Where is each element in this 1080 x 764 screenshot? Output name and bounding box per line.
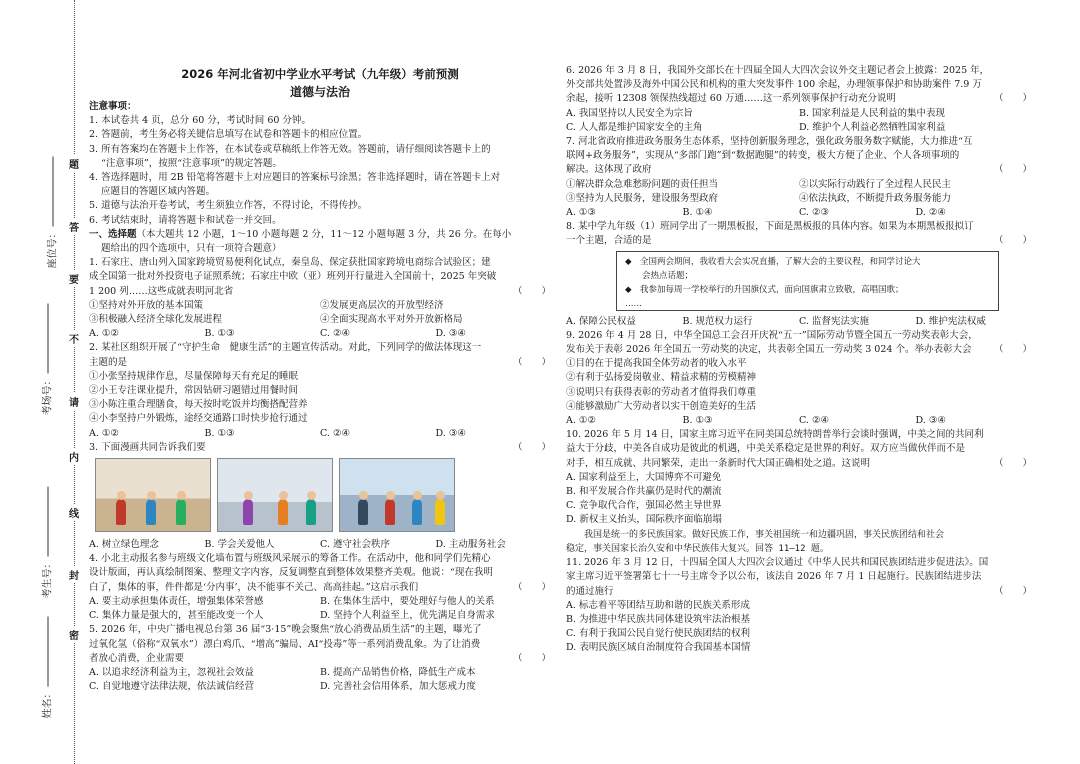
- line-text: 者放心消费，企业需要: [89, 652, 185, 664]
- line-text: 11. 2026 年 3 月 12 日，十四届全国人大四次会议通过《中华人民共和国民族团结进步促进法》。国: [566, 557, 989, 569]
- option-row: [89, 680, 551, 694]
- binding-warning-char: 要: [66, 270, 82, 287]
- option-row: [566, 206, 1032, 220]
- option-row: [566, 107, 1032, 121]
- text-line: [89, 398, 551, 412]
- line-text: C. 竞争取代合作，强国必然主导世界: [566, 500, 722, 512]
- text-line: [566, 471, 1032, 485]
- option-row: [566, 121, 1032, 135]
- option-text: D. ③④: [435, 427, 466, 439]
- line-text: 4. 答选择题时，用 2B 铅笔将答题卡上对应题目的答案标号涂黑；答非选择题时，请在答题卡上对: [89, 172, 501, 184]
- line-text: 5. 2026 年，中央广播电视总台第 36 届“3·15”晚会聚焦“放心消费品质生活”的主题，曝光了: [89, 624, 482, 636]
- line-text: B. 为推进中华民族共同体建设筑牢法治根基: [566, 613, 751, 625]
- text-line: [566, 513, 1032, 527]
- option-text: C. 监督宪法实施: [799, 315, 869, 327]
- text-line: [566, 442, 1032, 456]
- text-line: [566, 234, 1032, 248]
- text-line: [566, 599, 1032, 613]
- text-line: [566, 641, 1032, 655]
- option-text: B. ①③: [682, 415, 713, 427]
- line-text: 成全国第一批对外投资电子证照系统；石家庄中欧（亚）班列开行量进入全国前十，2025 年突破: [89, 271, 497, 283]
- option-row: [566, 192, 1032, 206]
- line-text: ③小陈注重合理膳食，每天按时吃饭并均衡搭配营养: [89, 399, 308, 411]
- comic-panel-1: [95, 458, 211, 532]
- option-text: D. ②④: [915, 207, 946, 219]
- line-text: 4. 小北主动报名参与班级文化墙布置与班级风采展示的筹备工作。在活动中，他和同学们先精心: [89, 553, 491, 565]
- line-text: 白了，集体的事，件件都是‘分内事’，决不能事不关己、高高挂起。”这启示我们: [89, 581, 419, 593]
- line-text: B. 和平发展合作共赢仍是时代的潮流: [566, 486, 722, 498]
- line-text: C. 有利于我国公民自觉行使民族团结的权利: [566, 628, 750, 640]
- line-text: 注意事项：: [89, 101, 137, 112]
- binding-warning-char: 线: [66, 504, 82, 521]
- option-text: D. ③④: [915, 415, 946, 427]
- option-text: C. ②③: [799, 207, 830, 219]
- line-text: 3. 下面漫画共同告诉我们要: [89, 441, 206, 453]
- line-text: 1. 本试卷共 4 页，总分 60 分，考试时间 60 分钟。: [89, 115, 311, 127]
- answer-parentheses: （ ）: [993, 457, 1032, 469]
- line-text: ①小张坚持规律作息，尽量保障每天有充足的睡眠: [89, 370, 299, 382]
- text-line: [89, 285, 551, 299]
- answer-parentheses: （ ）: [512, 652, 551, 664]
- option-row: [89, 666, 551, 680]
- option-text: ②以实际行动践行了全过程人民民主: [799, 178, 952, 190]
- text-line: [566, 585, 1032, 599]
- option-row: [89, 327, 551, 341]
- text-line: [89, 270, 551, 284]
- comic-figure: [412, 499, 422, 525]
- option-text: A. 保障公民权益: [566, 315, 636, 327]
- line-text: 设计版面，再认真绘制图案、整理文字内容，反复调整直到整体效果整齐美观。他说：“现在我明: [89, 567, 493, 579]
- text-line: [89, 384, 551, 398]
- comic-figure: [146, 499, 156, 525]
- option-text: B. 学会关爱他人: [204, 539, 275, 551]
- text-line: [566, 149, 1032, 163]
- comic-figure-head: [307, 491, 316, 500]
- text-line: [89, 114, 551, 128]
- option-text: B. ①③: [204, 427, 235, 439]
- line-text: 7. 河北省政府推进政务服务生态体系，坚持创新服务理念，强化政务服务数字赋能，大力推进“互: [566, 136, 973, 148]
- line-text: 6. 2026 年 3 月 8 日，我国外交部长在十四届全国人大四次会议外交主题记者会上披露：2025 年，: [566, 65, 990, 76]
- option-text: C. 自觉地遵守法律法规，依法诚信经营: [89, 681, 254, 693]
- text-line: [89, 214, 551, 228]
- text-line: [566, 92, 1032, 106]
- reading-passage: 我国是统一的多民族国家。做好民族工作，事关祖国统一和边疆巩固，事关民族团结和社会: [566, 529, 945, 540]
- answer-parentheses: （ ）: [993, 344, 1032, 356]
- line-text: D. 新权主义抬头，国际秩序面临崩塌: [566, 514, 722, 526]
- blackboard-line: ……: [625, 298, 642, 309]
- comic-strip: [95, 458, 551, 532]
- option-text: B. ①③: [204, 328, 235, 340]
- text-line: [89, 566, 551, 580]
- option-text: B. ①④: [682, 207, 713, 219]
- option-row: [89, 313, 551, 327]
- blackboard-line: ◆ 我参加每周一学校举行的升国旗仪式，面向国旗肃立致敬，高唱国歌；: [625, 284, 904, 295]
- option-text: D. 坚持个人利益至上，优先满足自身需求: [320, 610, 495, 622]
- line-text: “注意事项”，按照“注意事项”的规定答题。: [101, 157, 282, 169]
- comic-figure-head: [279, 491, 288, 500]
- option-text: D. ③④: [435, 328, 466, 340]
- option-text: D. 主动服务社会: [435, 539, 506, 551]
- comic-figure-head: [436, 491, 445, 500]
- line-text: D. 表明民族区域自治制度符合我国基本国情: [566, 642, 751, 654]
- reading-passage: 稳定，事关国家长治久安和中华民族伟大复兴。回答 11—12 题。: [566, 543, 829, 554]
- line-text: 过氧化氢（俗称“双氧水”）漂白鸡爪、“增高”骗局、AI“投毒”等一系列消费乱象。为了让消费: [89, 638, 481, 650]
- option-text: D. 完善社会信用体系，加大惩戒力度: [320, 681, 476, 693]
- text-line: [89, 652, 551, 666]
- answer-parentheses: （ ）: [993, 235, 1032, 247]
- option-row: [89, 595, 551, 609]
- text-line: [566, 78, 1032, 92]
- line-text: ④能够激励广大劳动者以实干创造美好的生活: [566, 400, 757, 412]
- comic-figure: [278, 499, 288, 525]
- option-text: ①解决群众急难愁盼问题的责任担当: [566, 178, 719, 190]
- binding-warning-char: 题: [66, 155, 82, 172]
- line-text: ③说明只有获得表彰的劳动者才值得我们尊重: [566, 386, 757, 398]
- text-line: [566, 499, 1032, 513]
- text-line: [89, 199, 551, 213]
- line-text: A. 国家利益至上，大国博弈不可避免: [566, 471, 722, 483]
- line-text: 9. 2026 年 4 月 28 日，中华全国总工会召开庆祝“五一”国际劳动节暨全国五一劳动奖表彰大会，: [566, 329, 978, 341]
- line-text: 联网+政务服务”，实现从“多部门跑”到“数据跑腿”的转变，极大方便了企业、个人各项事项的: [566, 150, 960, 162]
- text-line: [89, 185, 551, 199]
- text-line: [566, 64, 1032, 78]
- name-field[interactable]: 姓名：: [39, 617, 54, 719]
- notice-heading: [89, 100, 551, 114]
- line-text: ④小李坚持户外锻炼，途经交通路口时快步抢行通过: [89, 413, 308, 425]
- option-text: B. 提高产品销售价格，降低生产成本: [320, 666, 476, 678]
- answer-parentheses: （ ）: [512, 285, 551, 297]
- binding-warning-char: 封: [66, 566, 82, 583]
- text-line: [89, 581, 551, 595]
- text-line: [566, 570, 1032, 584]
- comic-figure: [435, 499, 445, 525]
- text-line: [89, 341, 551, 355]
- line-text: 外交部共处置涉及海外中国公民和机构的重大突发事件 100 余起，办理领事保护和协助案件 7.9 万: [566, 79, 982, 91]
- comic-panel-3: [339, 458, 455, 532]
- text-line: [89, 623, 551, 637]
- option-row: [566, 414, 1032, 428]
- option-text: A. ①②: [89, 427, 119, 439]
- text-line: [566, 485, 1032, 499]
- answer-parentheses: （ ）: [993, 93, 1032, 105]
- line-text: 益大于分歧，中美各自成功是彼此的机遇，中美关系稳定是世界的利好。双方应当做伙伴而不是: [566, 443, 966, 455]
- line-text: 8. 某中学九年级（1）班同学出了一期黑板报，下面是黑板报的具体内容。如果为本期黑板报拟订: [566, 221, 974, 233]
- option-text: A. 树立绿色理念: [89, 539, 159, 551]
- comic-panel-2: [217, 458, 333, 532]
- line-text: 3. 所有答案均在答题卡上作答，在本试卷或草稿纸上作答无效。答题前，请仔细阅读答题卡上的: [89, 143, 491, 155]
- binding-margin: [0, 0, 80, 764]
- binding-dotted-line: [74, 0, 75, 764]
- text-line: [566, 428, 1032, 442]
- line-text: 一、选择题（本大题共 12 小题，1～10 小题每题 2 分，11～12 小题每题 3 分，共 26 分。在每小: [89, 228, 512, 240]
- option-row: [89, 427, 551, 441]
- line-text: 2. 某社区组织开展了“守护生命 健康生活”的主题宣传活动。对此，下列同学的做法体现这一: [89, 342, 482, 354]
- comic-figure: [385, 499, 395, 525]
- binding-warning-char: 答: [66, 218, 82, 235]
- text-line: [566, 371, 1032, 385]
- comic-figure-head: [244, 491, 253, 500]
- line-text: 10. 2026 年 5 月 14 日，国家主席习近平在同美国总统特朗普举行会谈时强调，中美之间的共同利: [566, 429, 984, 441]
- right-column: [566, 64, 1032, 656]
- option-text: C. 集体力量是强大的，甚至能改变一个人: [89, 610, 264, 622]
- option-text: ③积极融入经济全球化发展进程: [89, 314, 223, 326]
- answer-parentheses: （ ）: [993, 164, 1032, 176]
- option-text: ①坚持对外开放的基本国策: [89, 299, 204, 311]
- text-line: [89, 356, 551, 370]
- text-line: [89, 441, 551, 455]
- text-line: [89, 242, 551, 256]
- option-text: D. 维护宪法权威: [915, 315, 986, 327]
- comic-figure: [176, 499, 186, 525]
- line-text: 2. 答题前，考生务必将关键信息填写在试卷和答题卡的相应位置。: [89, 129, 368, 141]
- text-line: [566, 220, 1032, 234]
- line-text: ②小王专注课业提升，常因钻研习题错过用餐时间: [89, 385, 299, 397]
- line-text: 1. 石家庄、唐山列入国家跨境贸易便利化试点，秦皇岛、保定获批国家跨境电商综合试验区；建: [89, 257, 491, 269]
- exam-title: 2026 年河北省初中学业水平考试（九年级）考前预测: [181, 67, 459, 81]
- seat-field[interactable]: 座位号：: [44, 157, 59, 269]
- line-text: 解决。这体现了政府: [566, 164, 652, 176]
- option-text: C. ②④: [799, 415, 830, 427]
- binding-warning-char: 不: [66, 330, 82, 347]
- binding-warning-char: 请: [66, 393, 82, 410]
- line-text: 家主席习近平签署第七十一号主席令予以公布，该法自 2026 年 7 月 1 日起施行。民族团结进步法: [566, 571, 982, 583]
- line-text: 5. 道德与法治开卷考试，考生须独立作答，不得讨论，不得传抄。: [89, 200, 368, 212]
- option-row: [89, 538, 551, 552]
- answer-parentheses: （ ）: [512, 581, 551, 593]
- line-text: 主题的是: [89, 356, 128, 368]
- line-text: ①目的在于提高我国全体劳动者的收入水平: [566, 358, 747, 370]
- option-text: ④全面实现高水平对外开放新格局: [320, 314, 463, 326]
- subject-title: 道德与法治: [289, 85, 350, 99]
- comic-figure: [116, 499, 126, 525]
- binding-warning-char: 密: [66, 626, 82, 643]
- option-row: [89, 609, 551, 623]
- text-line: [89, 552, 551, 566]
- text-line: [89, 370, 551, 384]
- option-text: D. 维护个人利益必然牺牲国家利益: [799, 121, 946, 133]
- blackboard-line: ◆ 全国两会期间，我收看大会实况直播，了解大会的主要议程，和同学讨论大: [625, 256, 921, 267]
- line-text: 1 200 列……这些成就表明河北省: [89, 285, 234, 297]
- text-line: [566, 329, 1032, 343]
- text-line: [89, 228, 551, 242]
- text-line: [566, 613, 1032, 627]
- line-text: 6. 考试结束时，请将答题卡和试卷一并交回。: [89, 214, 282, 226]
- text-line: [566, 163, 1032, 177]
- line-text: A. 标志着平等团结互助和谐的民族关系形成: [566, 599, 750, 611]
- line-text: 的通过施行: [566, 585, 614, 597]
- comic-figure-head: [359, 491, 368, 500]
- comic-figure: [306, 499, 316, 525]
- answer-parentheses: （ ）: [993, 585, 1032, 597]
- option-text: B. 国家利益是人民利益的集中表现: [799, 107, 946, 119]
- option-text: C. 遵守社会秩序: [320, 539, 390, 551]
- comic-figure-head: [147, 491, 156, 500]
- comic-figure-head: [386, 491, 395, 500]
- text-line: [89, 128, 551, 142]
- option-row: [566, 178, 1032, 192]
- option-text: C. 人人都是维护国家安全的主角: [566, 121, 703, 133]
- option-text: A. ①②: [89, 328, 119, 340]
- text-line: [566, 386, 1032, 400]
- text-line: [566, 135, 1032, 149]
- line-text: 题给出的四个选项中，只有一项符合题意）: [101, 243, 282, 255]
- text-line: [89, 256, 551, 270]
- text-line: [566, 343, 1032, 357]
- answer-parentheses: （ ）: [512, 356, 551, 368]
- comic-figure: [358, 499, 368, 525]
- text-line: [89, 171, 551, 185]
- line-text: 余起，接听 12308 领保热线超过 60 万通……这一系列领事保护行动充分说明: [566, 93, 896, 105]
- line-text: 一个主题，合适的是: [566, 235, 652, 247]
- option-row: [566, 315, 1032, 329]
- text-line: [89, 638, 551, 652]
- option-text: A. 以追求经济利益为主，忽视社会效益: [89, 666, 254, 678]
- text-line: [89, 157, 551, 171]
- comic-figure-head: [177, 491, 186, 500]
- option-text: A. 要主动承担集体责任，增强集体荣誉感: [89, 595, 264, 607]
- text-line: [566, 400, 1032, 414]
- option-text: C. ②④: [320, 427, 351, 439]
- line-text: 应题目的答题区域内答题。: [101, 186, 216, 198]
- option-text: A. 我国坚持以人民安全为宗旨: [566, 107, 693, 119]
- text-line: [89, 143, 551, 157]
- line-text: 发布关于表彰 2026 年全国五一劳动奖的决定，共表彰全国五一劳动奖 3 024 个。举办表彰大会: [566, 344, 972, 356]
- option-text: ②发展更高层次的开放型经济: [320, 299, 444, 311]
- text-line: [566, 357, 1032, 371]
- option-text: A. ①③: [566, 207, 596, 219]
- line-text: 对手，相互成就、共同繁荣，走出一条新时代大国正确相处之道。这说明: [566, 457, 871, 469]
- option-text: ④依法执政，不断提升政务服务能力: [799, 192, 952, 204]
- section-heading: 一、选择题: [89, 228, 137, 240]
- line-text: ②有利于弘扬爱岗敬业、精益求精的劳模精神: [566, 372, 757, 384]
- option-row: [89, 299, 551, 313]
- text-line: [566, 457, 1032, 471]
- left-column: [89, 100, 551, 694]
- exam-id-field[interactable]: 考生号：: [39, 487, 54, 599]
- text-line: [566, 627, 1032, 641]
- option-text: B. 在集体生活中，要处理好与他人的关系: [320, 595, 495, 607]
- binding-warning-char: 内: [66, 448, 82, 465]
- option-text: C. ②④: [320, 328, 351, 340]
- blackboard-box: [616, 251, 999, 311]
- text-line: [89, 412, 551, 426]
- comic-figure-head: [117, 491, 126, 500]
- answer-parentheses: （ ）: [512, 441, 551, 453]
- comic-figure-head: [413, 491, 422, 500]
- comic-figure: [243, 499, 253, 525]
- text-line: [566, 556, 1032, 570]
- option-text: ③坚持为人民服务，建设服务型政府: [566, 192, 719, 204]
- blackboard-line: 会热点话题；: [625, 270, 694, 281]
- exam-room-field[interactable]: 考场号：: [39, 304, 54, 416]
- option-text: B. 规范权力运行: [682, 315, 753, 327]
- option-text: A. ①②: [566, 415, 596, 427]
